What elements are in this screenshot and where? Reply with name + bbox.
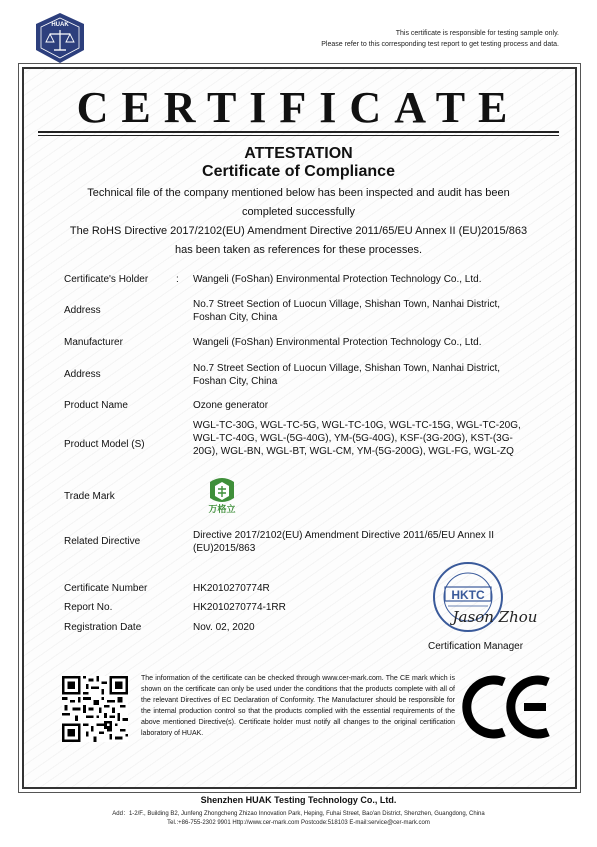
compliance-heading: Certificate of Compliance: [202, 163, 395, 180]
title-rule-thin: [38, 135, 559, 136]
holder-value: Wangeli (FoShan) Environmental Protection Technology Co., Ltd.: [193, 274, 482, 285]
footer-address-line2: Tel.:+86-755-2302 9901 Http://www.cer-mark.com Postcode:518103 E-mail:service@cer-mark.com: [167, 820, 430, 826]
reg-date-value: Nov. 02, 2020: [193, 622, 255, 633]
signature-text: Jason Zhou: [452, 608, 538, 626]
trade-mark-logo: [206, 476, 238, 518]
holder-label: Certificate's Holder: [64, 274, 149, 285]
title-rule-thick: [38, 131, 559, 133]
intro-line4: has been taken as references for these processes.: [174, 244, 423, 256]
logo-text: HUAK: [51, 22, 69, 28]
manufacturer-value: Wangeli (FoShan) Environmental Protection Technology Co., Ltd.: [193, 337, 482, 348]
colon: :: [176, 274, 179, 285]
reg-date-label: Registration Date: [64, 622, 142, 633]
intro-text: [60, 184, 537, 260]
qr-code: [62, 676, 128, 742]
footer-address-line1: Add：1-2/F., Building B2, Junfeng Zhongcheng Zhizao Innovation Park, Heping, Fuhai Street, Bao'an District, Shenzhen, Guangdong, China: [112, 811, 485, 817]
report-no-label: Report No.: [64, 602, 113, 613]
intro-line2: completed successfully: [241, 206, 356, 218]
attestation-heading: ATTESTATION: [244, 145, 353, 162]
address2-value: No.7 Street Section of Luocun Village, Shishan Town, Nanhai District, Foshan City, China: [193, 363, 501, 387]
certification-manager-label: Certification Manager: [428, 641, 524, 652]
address2-label: Address: [64, 369, 101, 380]
product-model-label: Product Model (S): [64, 439, 145, 450]
related-directive-value: Directive 2017/2102(EU) Amendment Directive 2011/65/EU Annex II (EU)2015/863: [193, 530, 495, 554]
ce-mark-text: CE: [507, 738, 509, 739]
huak-logo: [34, 12, 86, 64]
intro-line3: The RoHS Directive 2017/2102(EU) Amendment Directive 2011/65/EU Annex II (EU)2015/863: [69, 225, 528, 237]
address1-label: Address: [64, 305, 101, 316]
cert-number-label: Certificate Number: [64, 583, 148, 594]
cert-number-value: HK2010270774R: [193, 583, 270, 594]
header-note-line2: Please refer to this corresponding test report to get testing process and data.: [321, 41, 559, 48]
header-note: [321, 28, 559, 50]
signature: [440, 598, 550, 634]
footer-address: [0, 810, 597, 828]
product-model-value: WGL-TC-30G, WGL-TC-5G, WGL-TC-10G, WGL-TC-15G, WGL-TC-20G, WGL-TC-40G, WGL-(5G-40G), YM-(5G-40G), KSF-(3G-20G), KST-(3G-20G), WGL-BN, WGL-BT, WGL-CM, YM-(5G-200G), WGL-FG, WGL-ZQ: [193, 420, 521, 457]
intro-line1: Technical file of the company mentioned below has been inspected and audit has been: [87, 187, 510, 199]
footer-company: Shenzhen HUAK Testing Technology Co., Ltd.: [200, 795, 397, 805]
trade-mark-text: 万格立: [208, 505, 236, 515]
product-name-value: Ozone generator: [193, 400, 269, 411]
related-directive-label: Related Directive: [64, 536, 141, 547]
seal-text: HKTC: [451, 588, 485, 602]
report-no-value: HK2010270774-1RR: [193, 602, 286, 613]
address1-value: No.7 Street Section of Luocun Village, Shishan Town, Nanhai District, Foshan City, China: [193, 299, 501, 323]
certificate-title: CERTIFICATE: [76, 83, 521, 132]
header-note-line1: This certificate is responsible for testing sample only.: [395, 30, 559, 37]
ce-mark-icon: [462, 674, 554, 740]
product-name-label: Product Name: [64, 400, 128, 411]
certificate-info-text: The information of the certificate can be checked through www.cer-mark.com. The CE mark which is shown on the certificate can only be used under the conditions that the products complete with all of the relevant Directives of EC Declaration of Conformity. The Manufacturer should be responsible for the internal production control so that the products complied with the essential requirements of the above mentioned Directive(s). Certificate holder must notify all changes to the original certification laboratory of HUAK.: [141, 675, 455, 737]
trade-mark-label: Trade Mark: [64, 491, 115, 502]
manufacturer-label: Manufacturer: [64, 337, 123, 348]
